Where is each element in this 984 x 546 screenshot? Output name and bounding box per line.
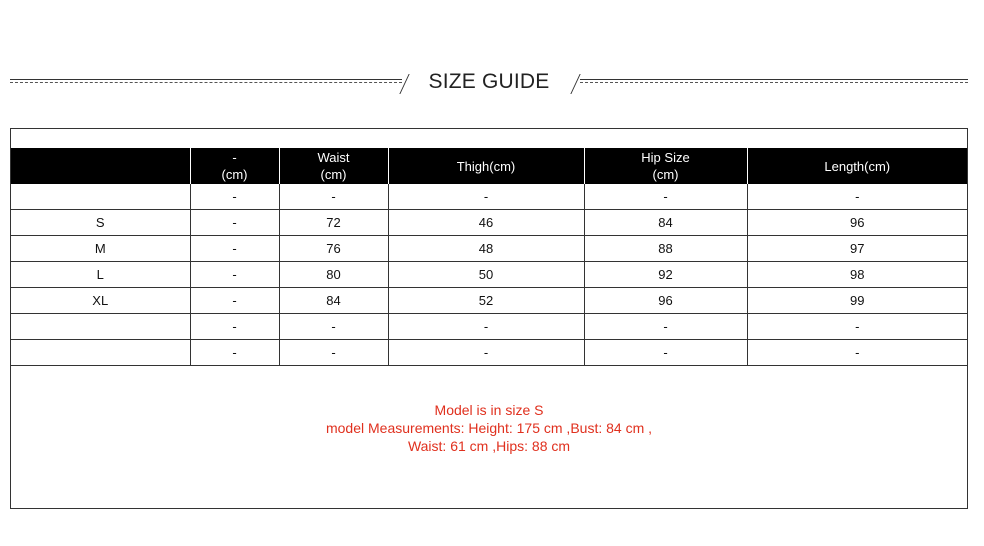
header-thigh: Thigh(cm) xyxy=(388,148,584,184)
table-cell: 96 xyxy=(584,288,747,314)
size-label-cell: S xyxy=(11,210,190,236)
size-label-cell xyxy=(11,314,190,340)
table-cell: - xyxy=(388,184,584,210)
model-note-line3: Waist: 61 cm ,Hips: 88 cm xyxy=(407,438,571,454)
size-label-cell: M xyxy=(11,236,190,262)
table-header-row xyxy=(11,148,967,184)
header-length: Length(cm) xyxy=(747,148,967,184)
table-row xyxy=(11,288,967,314)
title-rule-left xyxy=(10,79,402,87)
table-cell: 72 xyxy=(279,210,388,236)
page-title: SIZE GUIDE xyxy=(428,70,550,93)
table-cell: - xyxy=(190,210,279,236)
table-cell: - xyxy=(584,184,747,210)
table-cell: - xyxy=(584,340,747,366)
table-cell: - xyxy=(190,288,279,314)
table-cell: 92 xyxy=(584,262,747,288)
header-waist: Waist (cm) xyxy=(279,148,388,184)
table-cell: - xyxy=(747,340,967,366)
table-cell: 80 xyxy=(279,262,388,288)
size-guide-frame xyxy=(10,128,968,509)
table-cell: 46 xyxy=(388,210,584,236)
table-cell: 52 xyxy=(388,288,584,314)
model-note-line1: Model is in size S xyxy=(434,402,544,418)
header-hip-size: Hip Size (cm) xyxy=(584,148,747,184)
table-cell: - xyxy=(190,340,279,366)
table-cell: - xyxy=(190,262,279,288)
table-cell: 84 xyxy=(584,210,747,236)
table-row xyxy=(11,340,967,366)
size-label-cell xyxy=(11,340,190,366)
table-cell: 50 xyxy=(388,262,584,288)
size-label-cell: L xyxy=(11,262,190,288)
table-cell: - xyxy=(190,184,279,210)
table-cell: 99 xyxy=(747,288,967,314)
table-cell: - xyxy=(190,314,279,340)
table-row xyxy=(11,210,967,236)
table-cell: - xyxy=(584,314,747,340)
table-row xyxy=(11,314,967,340)
size-label-cell xyxy=(11,184,190,210)
table-cell: 97 xyxy=(747,236,967,262)
model-note-line2: model Measurements: Height: 175 cm ,Bust: 84 cm , xyxy=(325,420,653,436)
model-note xyxy=(11,401,967,455)
table-cell: - xyxy=(747,184,967,210)
table-cell: - xyxy=(747,314,967,340)
title-row xyxy=(10,66,968,100)
table-cell: - xyxy=(279,184,388,210)
table-cell: 84 xyxy=(279,288,388,314)
table-cell: - xyxy=(388,340,584,366)
table-cell: 98 xyxy=(747,262,967,288)
table-cell: 96 xyxy=(747,210,967,236)
table-cell: - xyxy=(388,314,584,340)
table-row xyxy=(11,184,967,210)
title-rule-right xyxy=(580,79,968,87)
table-cell: 88 xyxy=(584,236,747,262)
table-cell: 76 xyxy=(279,236,388,262)
table-row xyxy=(11,262,967,288)
table-row xyxy=(11,236,967,262)
table-cell: - xyxy=(279,340,388,366)
size-label-cell: XL xyxy=(11,288,190,314)
table-cell: - xyxy=(190,236,279,262)
table-cell: 48 xyxy=(388,236,584,262)
table-cell: - xyxy=(279,314,388,340)
size-table xyxy=(11,148,967,366)
header-size xyxy=(11,148,190,184)
header-col-1: - (cm) xyxy=(190,148,279,184)
